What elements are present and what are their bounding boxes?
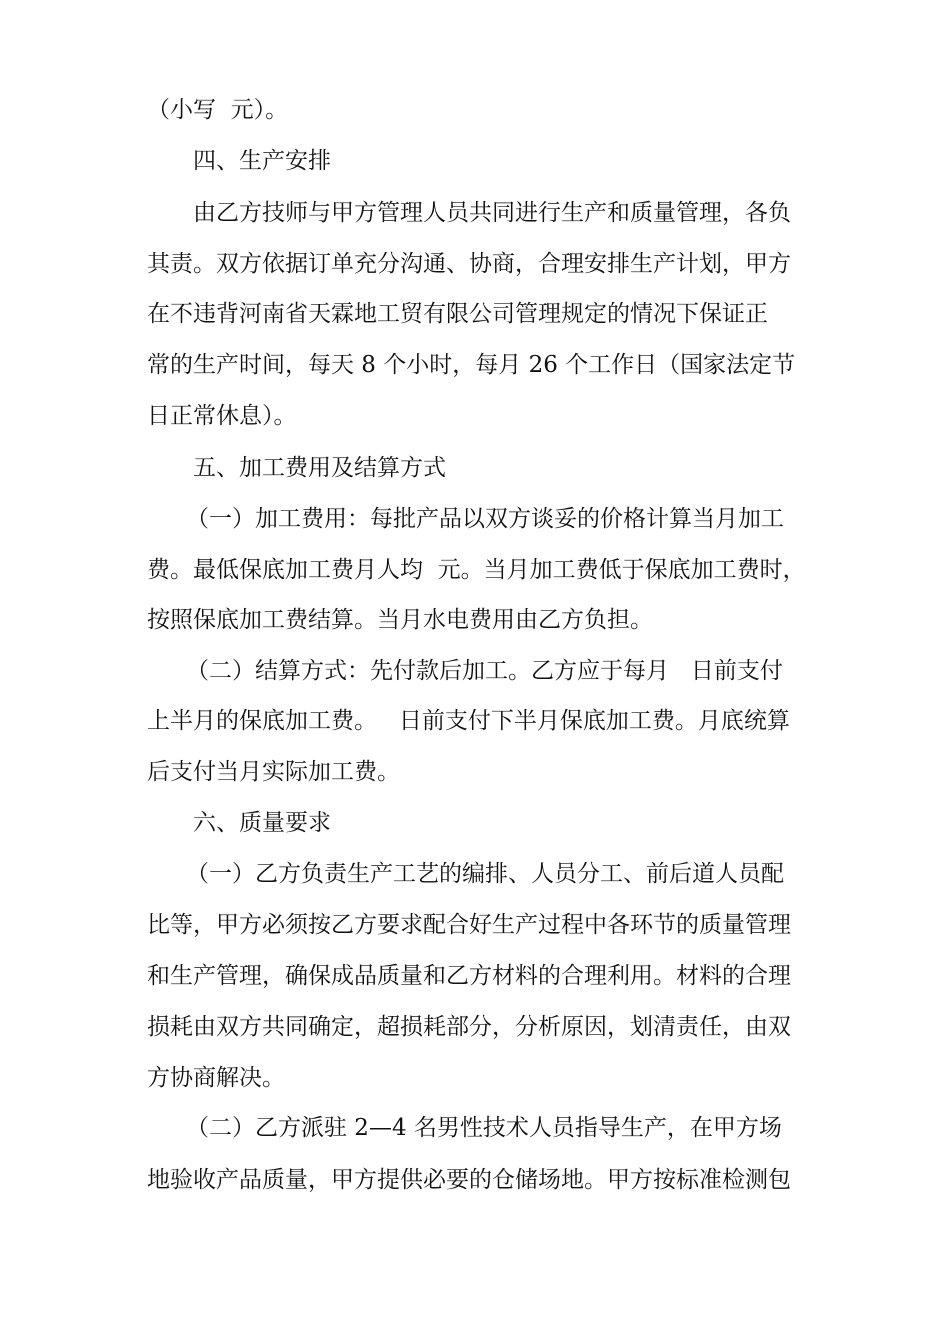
text-line: 日正常休息）。 <box>147 403 297 429</box>
text-line: 比等，甲方必须按乙方要求配合好生产过程中各环节的质量管理 <box>147 912 791 938</box>
section-heading: 四、生产安排 <box>193 148 331 174</box>
text-line: 损耗由双方共同确定，超损耗部分，分析原因，划清责任，由双 <box>147 1014 791 1040</box>
text-line: 方协商解决。 <box>147 1065 285 1091</box>
text-line: （一）加工费用：每批产品以双方谈妥的价格计算当月加工 <box>186 506 784 532</box>
text-line: 由乙方技师与甲方管理人员共同进行生产和质量管理，各负 <box>193 200 791 226</box>
text-line: （一）乙方负责生产工艺的编排、人员分工、前后道人员配 <box>186 861 784 887</box>
text-line: （二）乙方派驻 2—4 名男性技术人员指导生产，在甲方场 <box>186 1115 782 1141</box>
text-line: 按照保底加工费结算。当月水电费用由乙方负担。 <box>147 607 653 633</box>
text-line: 费。最低保底加工费月人均 元。当月加工费低于保底加工费时， <box>147 557 806 583</box>
text-line: 其责。双方依据订单充分沟通、协商，合理安排生产计划，甲方 <box>147 251 791 277</box>
text-line: （二）结算方式：先付款后加工。乙方应于每月 日前支付 <box>186 658 783 684</box>
section-heading: 六、质量要求 <box>193 810 331 836</box>
text-line: 后支付当月实际加工费。 <box>147 759 400 785</box>
text-line: 上半月的保底加工费。 日前支付下半月保底加工费。月底统算 <box>147 708 790 734</box>
text-line: 在不违背河南省天霖地工贸有限公司管理规定的情况下保证正 <box>147 301 768 327</box>
text-line: 和生产管理，确保成品质量和乙方材料的合理利用。材料的合理 <box>147 963 791 989</box>
text-line: 常的生产时间，每天 8 个小时，每月 26 个工作日（国家法定节 <box>147 352 796 378</box>
text-line: 地验收产品质量，甲方提供必要的仓储场地。甲方按标准检测包 <box>147 1167 791 1193</box>
section-heading: 五、加工费用及结算方式 <box>193 455 446 481</box>
text-line: （小写 元）。 <box>147 97 289 123</box>
